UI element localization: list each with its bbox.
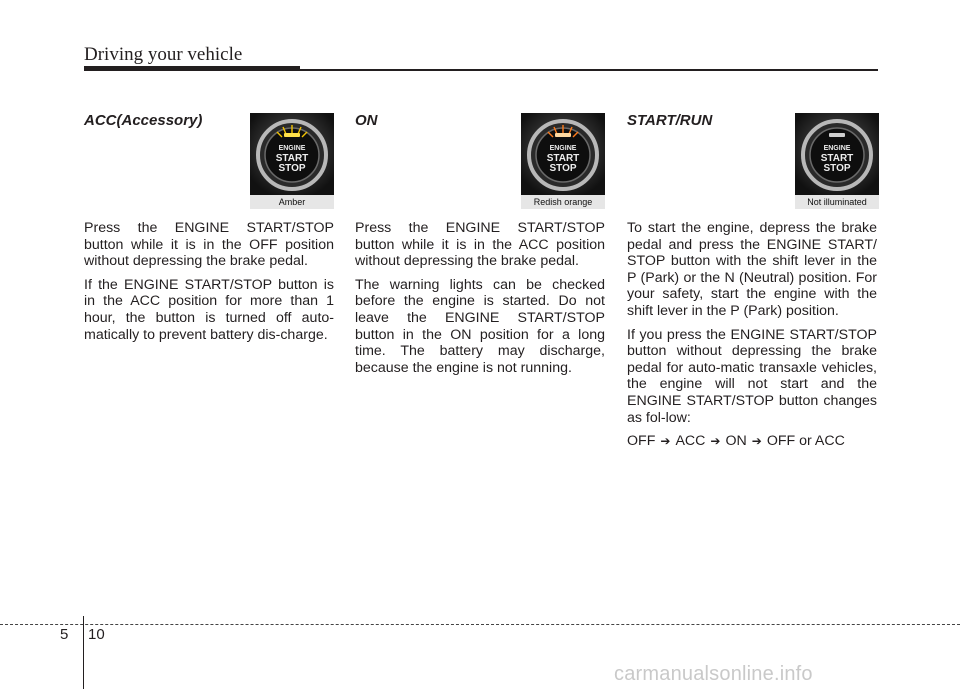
paragraph: Press the ENGINE START/STOP button while it is in the OFF position without depressing the brake pedal. [84,220,334,270]
sequence-off-or-acc: OFF or ACC [766,433,845,450]
section-body [355,220,605,383]
footer-divider [83,616,84,689]
section-title: ACC(Accessory) [84,112,203,129]
engine-button-photo [521,113,605,209]
page-header-title: Driving your vehicle [84,44,243,65]
arrow-right-icon: ➔ [710,434,721,449]
section-acc [84,108,334,343]
header-rule-thin [300,69,878,71]
arrow-right-icon: ➔ [660,434,671,449]
button-text-start: START [820,153,854,164]
footer-dashed-rule [0,624,960,625]
paragraph: The warning lights can be checked before the engine is started. Do not leave the ENGINE START/STOP button in the ON position for a long time. The battery may discharge, because the engine is not running. [355,276,605,376]
engine-start-button-icon [521,113,605,195]
button-text-engine: ENGINE [278,145,306,152]
engine-start-button-icon [250,113,334,195]
paragraph: If you press the ENGINE START/STOP button without depressing the brake pedal for auto-matic transaxle vehicles, the engine will not start and the ENGINE START/STOP button changes as fol-low: [627,326,877,426]
photo-caption: Not illuminated [795,195,879,209]
button-text-start: START [275,153,309,164]
header-rule-thick [84,66,300,71]
button-text-stop: STOP [278,163,306,174]
state-sequence [627,433,877,450]
section-start-run [627,108,877,450]
footer-section-number: 5 [60,626,69,643]
photo-caption: Amber [250,195,334,209]
section-body [84,220,334,350]
button-text-engine: ENGINE [823,145,851,152]
sequence-acc: ACC [675,433,706,450]
button-text-stop: STOP [823,163,851,174]
sequence-on: ON [725,433,747,450]
arrow-right-icon: ➔ [751,434,762,449]
engine-start-button-icon [795,113,879,195]
section-body [627,220,877,450]
engine-button-photo [795,113,879,209]
paragraph: If the ENGINE START/STOP button is in the ACC position for more than 1 hour, the button is turned off auto-matically to prevent battery dis-charge. [84,276,334,343]
button-text-start: START [546,153,580,164]
section-on [355,108,605,376]
footer-page-number: 10 [88,626,105,643]
photo-caption: Redish orange [521,195,605,209]
engine-button-photo [250,113,334,209]
paragraph: To start the engine, depress the brake pedal and press the ENGINE START/ STOP button with the shift lever in the P (Park) or the N (Neutral) position. For your safety, start the engine with the shift lever in the P (Park) position. [627,220,877,319]
section-title: ON [355,112,378,129]
button-text-stop: STOP [549,163,577,174]
watermark-text: carmanualsonline.info [614,663,813,685]
section-title: START/RUN [627,112,713,129]
sequence-off: OFF [627,433,656,450]
button-text-engine: ENGINE [549,145,577,152]
paragraph: Press the ENGINE START/STOP button while it is in the ACC position without depressing the brake pedal. [355,220,605,270]
